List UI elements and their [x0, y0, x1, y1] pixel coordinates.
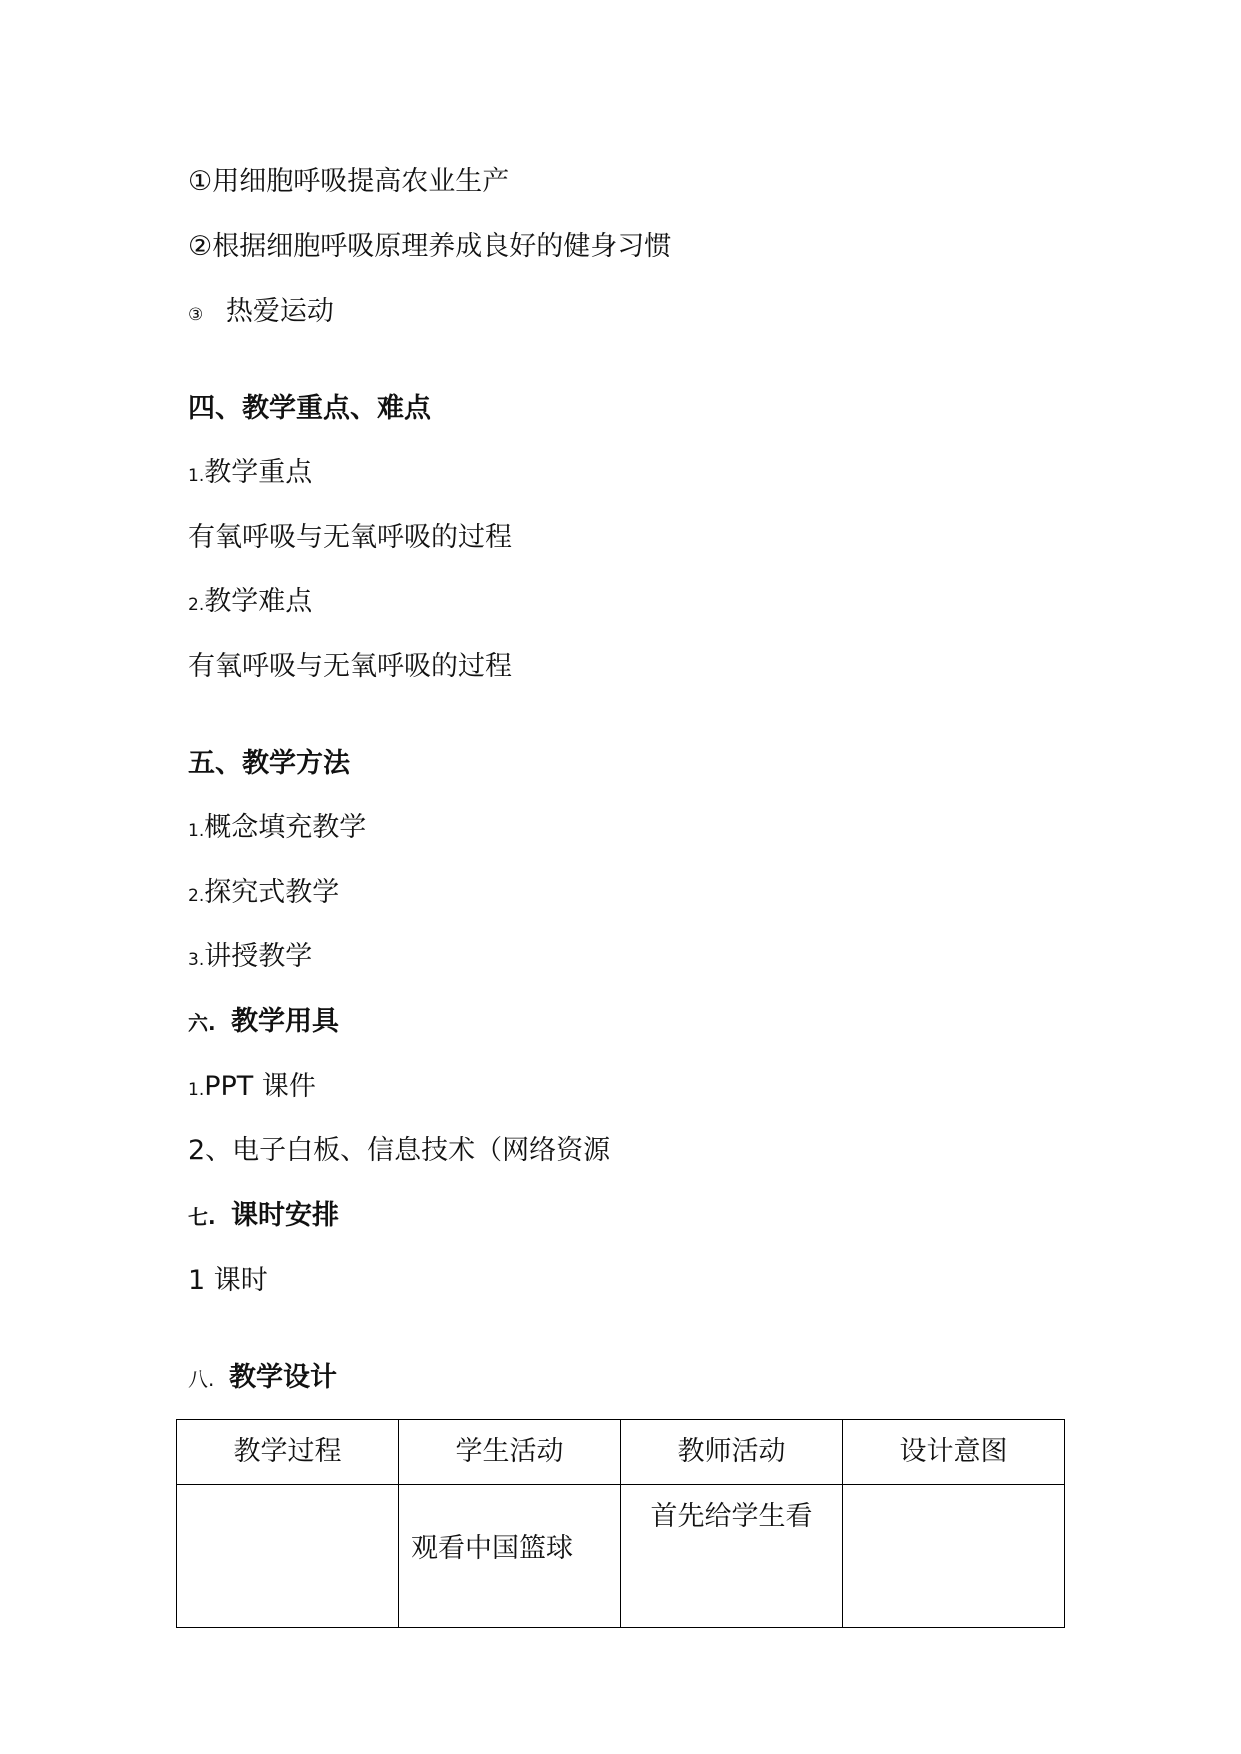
section-6-heading: [188, 1004, 339, 1041]
section-5-item-3: [188, 939, 312, 978]
goal-item-2: [188, 229, 671, 265]
item-text: 讲授教学: [204, 941, 313, 972]
item-text: 教学难点: [204, 586, 313, 617]
item-number: 1: [188, 1265, 206, 1296]
item-number: 2.: [188, 886, 205, 906]
item-text: 探究式教学: [204, 877, 340, 908]
section-5-item-1: [188, 810, 366, 849]
section-4-item-4: 有氧呼吸与无氧呼吸的过程: [188, 651, 512, 682]
goal-text: ①用细胞呼吸提高农业生产: [188, 166, 510, 197]
goal-text: 热爱运动: [225, 296, 334, 327]
section-title: 教学用具: [231, 1006, 340, 1037]
table-header-cell: 设计意图: [843, 1420, 1065, 1485]
table-header-cell: 教师活动: [621, 1420, 843, 1485]
section-6-item-1: [188, 1069, 316, 1108]
item-number: 3.: [188, 950, 205, 970]
goal-number: ③: [188, 305, 204, 325]
section-4-heading: 四、教学重点、难点: [188, 393, 431, 424]
section-number: 六.: [188, 1011, 216, 1035]
table-cell-teacher-activity: 首先给学生看: [621, 1485, 843, 1628]
section-7-heading: [188, 1198, 339, 1235]
section-7-item-1: [188, 1263, 268, 1299]
item-text: PPT 课件: [204, 1071, 316, 1102]
section-4-item-2: 有氧呼吸与无氧呼吸的过程: [188, 522, 512, 553]
section-number: 八.: [188, 1367, 215, 1391]
goal-item-3: [188, 294, 334, 333]
section-5-item-2: [188, 875, 339, 914]
section-6-item-2: 2、电子白板、信息技术（网络资源: [188, 1135, 611, 1166]
item-number: 1.: [188, 1080, 205, 1100]
teaching-design-table: [176, 1419, 1065, 1628]
goal-item-1: [188, 164, 509, 200]
section-title: 课时安排: [231, 1200, 340, 1231]
table-row: [177, 1485, 1065, 1628]
item-number: 1.: [188, 466, 205, 486]
table-header-cell: 学生活动: [399, 1420, 621, 1485]
item-number: 1.: [188, 821, 205, 841]
table-header-cell: 教学过程: [177, 1420, 399, 1485]
table-header-row: [177, 1420, 1065, 1485]
table-cell-process: [177, 1485, 399, 1628]
section-8-heading: [188, 1360, 337, 1397]
section-4-item-1: [188, 455, 312, 494]
item-text: 课时: [213, 1265, 268, 1296]
section-5-heading: 五、教学方法: [188, 748, 350, 779]
section-title: 教学设计: [228, 1362, 337, 1393]
table-cell-student-activity: 观看中国篮球: [399, 1485, 621, 1628]
section-4-item-3: [188, 584, 312, 623]
goal-text: ②根据细胞呼吸原理养成良好的健身习惯: [188, 231, 672, 262]
item-text: 概念填充教学: [204, 812, 367, 843]
table-cell-design-intent: [843, 1485, 1065, 1628]
item-text: 教学重点: [204, 457, 313, 488]
item-number: 2.: [188, 595, 205, 615]
section-number: 七.: [188, 1205, 216, 1229]
